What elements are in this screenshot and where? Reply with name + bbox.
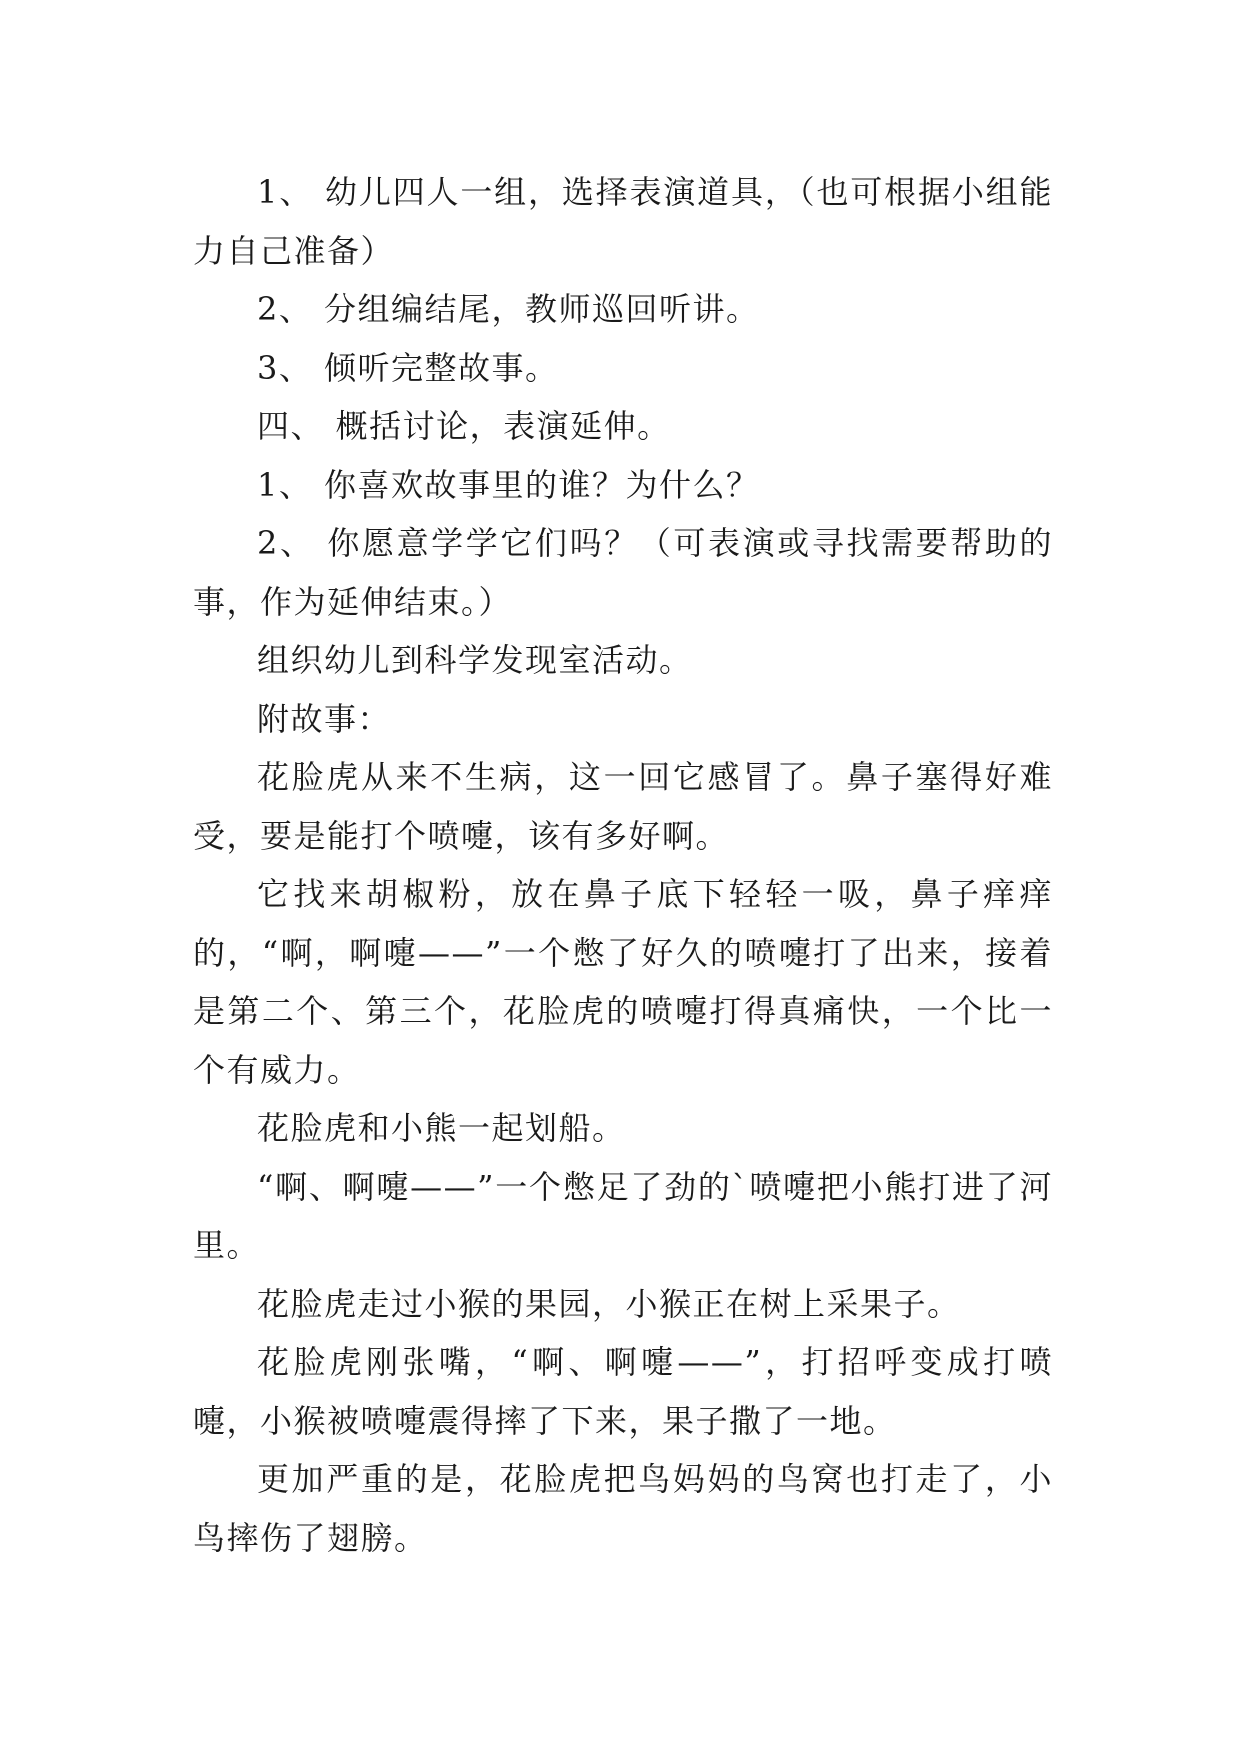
story-paragraph: 更加严重的是，花脸虎把鸟妈妈的鸟窝也打走了，小鸟摔伤了翅膀。 xyxy=(193,1460,1053,1557)
paragraph-step-2-ending: 2、 分组编结尾，教师巡回听讲。 xyxy=(257,290,760,328)
story-paragraph: 花脸虎从来不生病，这一回它感冒了。鼻子塞得好难受，要是能打个喷嚏，该有多好啊。 xyxy=(193,758,1053,855)
paragraph-question-2: 2、 你愿意学学它们吗？（可表演或寻找需要帮助的事，作为延伸结束。） xyxy=(193,524,1053,621)
story-paragraph: 花脸虎走过小猴的果园，小猴正在树上采果子。 xyxy=(257,1284,961,1323)
paragraph-question-1: 1、 你喜欢故事里的谁？为什么？ xyxy=(257,465,760,504)
story-paragraph: 花脸虎和小熊一起划船。 xyxy=(257,1109,626,1147)
story-paragraph: 它找来胡椒粉，放在鼻子底下轻轻一吸，鼻子痒痒的，“啊，啊嚏——”一个憋了好久的喷嚏打了出来，接着是第二个、第三个，花脸虎的喷嚏打得真痛快，一个比一个有威力。 xyxy=(193,875,1053,1089)
story-paragraph: 花脸虎刚张嘴，“啊、啊嚏——”，打招呼变成打喷嚏，小猴被喷嚏震得摔了下来，果子撒了一地。 xyxy=(193,1343,1053,1440)
paragraph-step-3-listen: 3、 倾听完整故事。 xyxy=(257,348,559,387)
document-body xyxy=(193,163,1053,1567)
paragraph-step-1-group: 1、 幼儿四人一组，选择表演道具，（也可根据小组能力自己准备） xyxy=(193,173,1053,270)
paragraph-activity: 组织幼儿到科学发现室活动。 xyxy=(257,641,693,679)
story-paragraph: “啊、啊嚏——”一个憋足了劲的`喷嚏把小熊打进了河里。 xyxy=(193,1167,1053,1264)
story-heading: 附故事： xyxy=(257,699,392,738)
section-heading-four: 四、 概括讨论，表演延伸。 xyxy=(257,407,671,445)
